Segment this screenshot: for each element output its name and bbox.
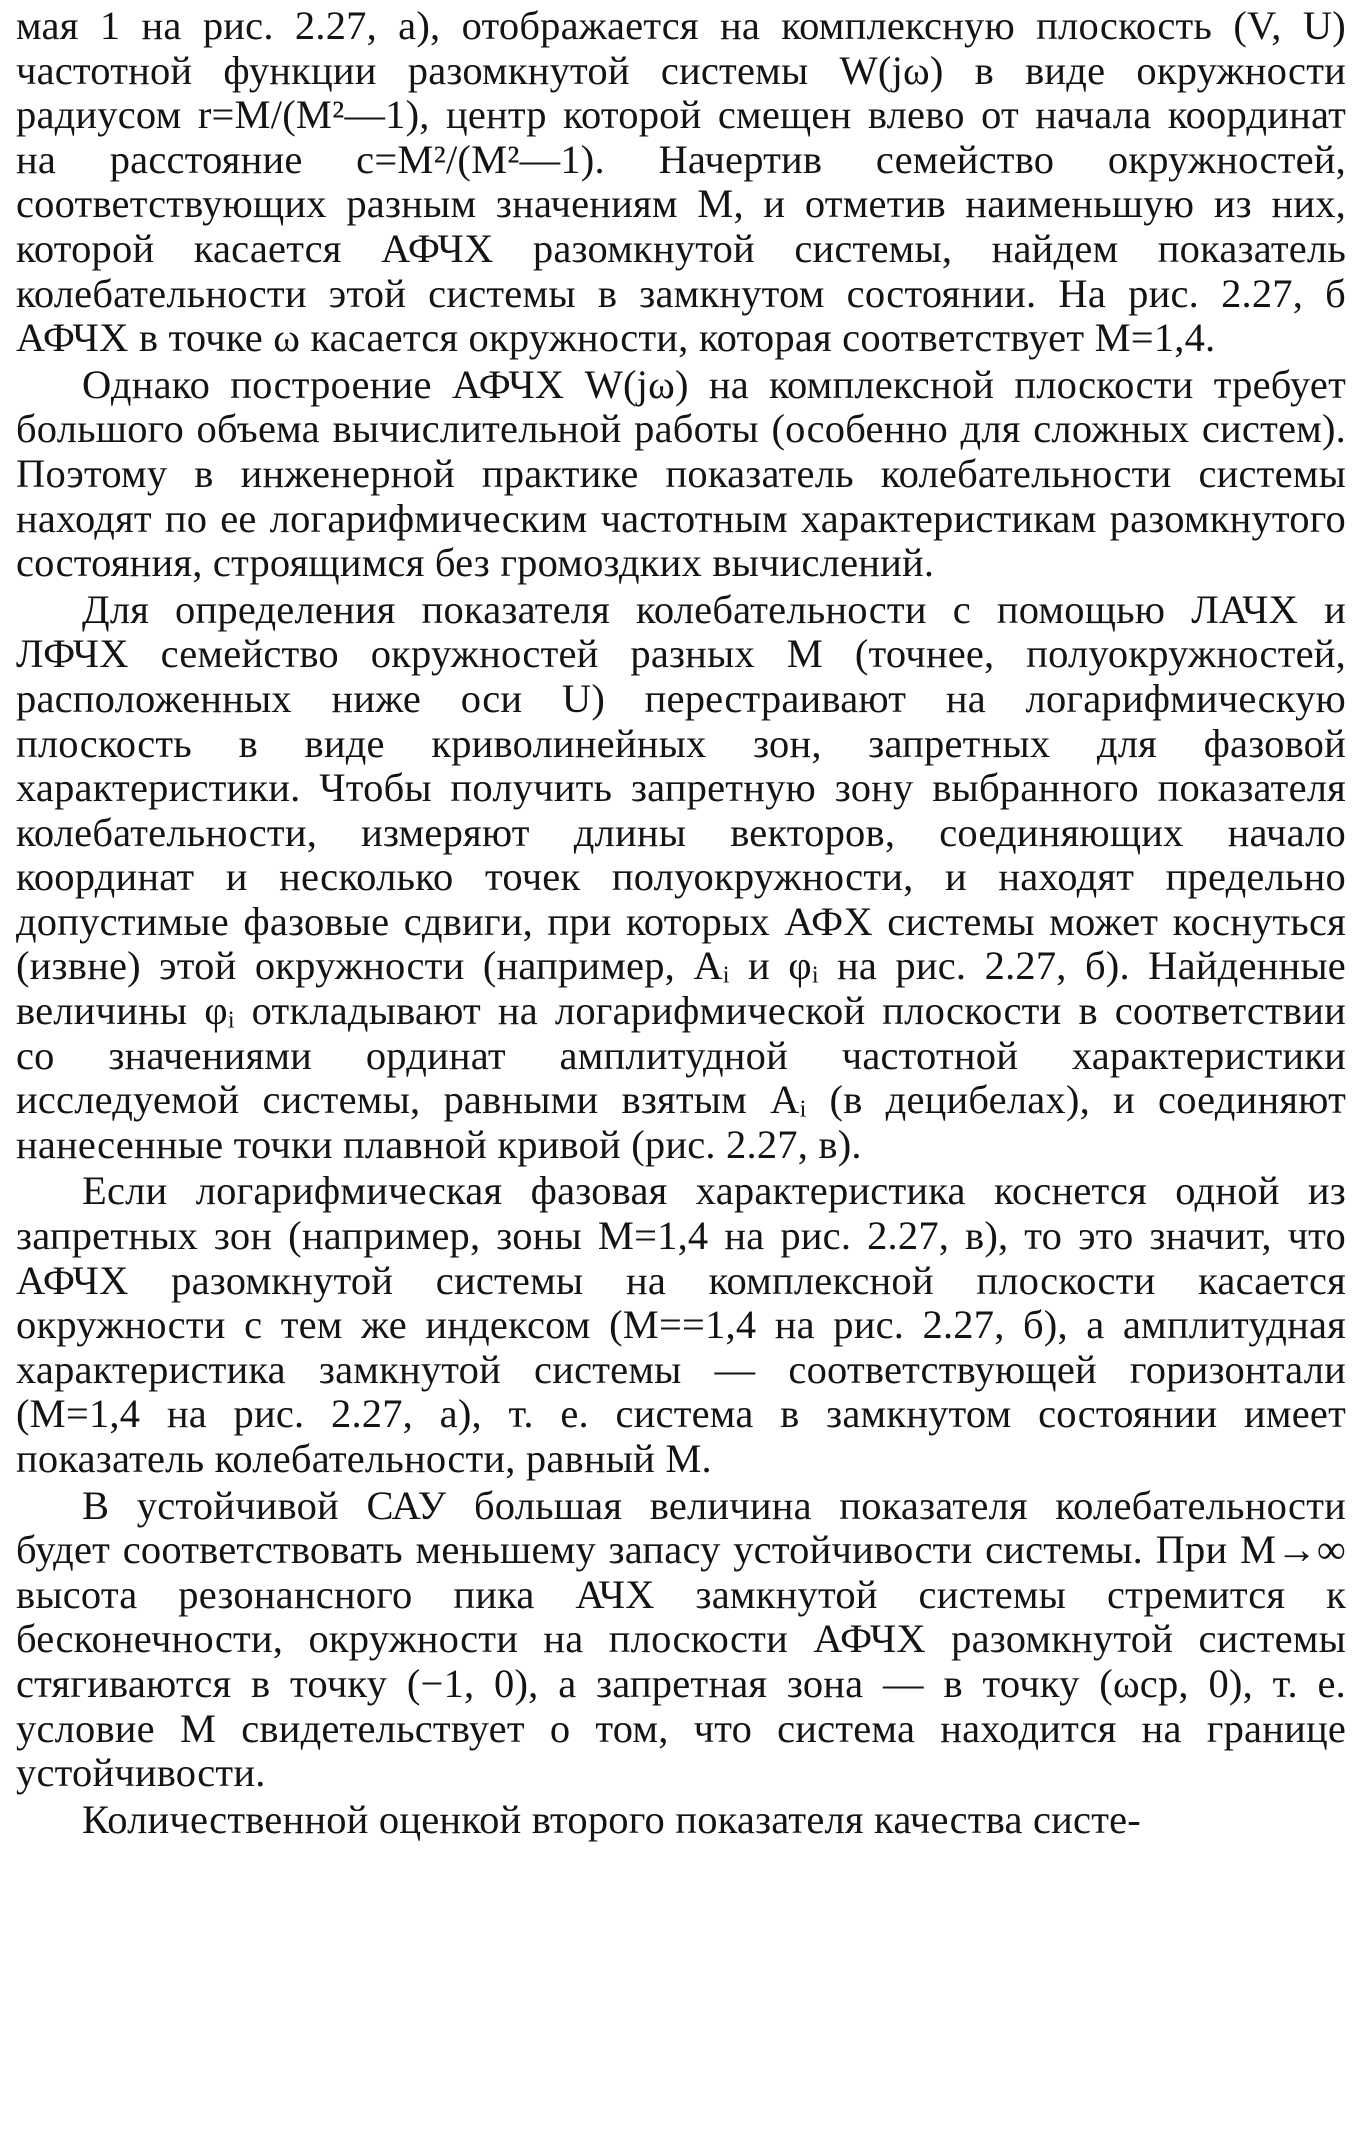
paragraph-6: Количественной оценкой второго показателя качества систе-: [82, 1796, 1141, 1842]
paragraph-5: В устойчивой САУ большая величина показателя колебательности будет соответствовать меньшему запасу устойчивости системы. При M→∞ высота резонансного пика АЧХ замкнутой системы стремится к бесконечности, окружности на плоскости АФЧХ разомкнутой системы стягиваются в точку (−1, 0), а запретная зона — в точку (ωср, 0), т. е. условие M свидетельствует о том, что система находится на границе устойчивости.: [16, 1482, 1346, 1796]
paragraph-2: Однако построение АФЧХ W(jω) на комплексной плоскости требует большого объема вычислительной работы (особенно для сложных систем). Поэтому в инженерной практике показатель колебательности системы находят по ее логарифмическим частотным характеристикам разомкнутого состояния, строящимся без громоздких вычислений.: [16, 361, 1346, 586]
paragraph-4: Если логарифмическая фазовая характеристика коснется одной из запретных зон (например, зоны M=1,4 на рис. 2.27, в), то это значит, что АФЧХ разомкнутой системы на комплексной плоскости касается окружности с тем же индексом (M==1,4 на рис. 2.27, б), а амплитудная характеристика замкнутой системы — соответствующей горизонтали (M=1,4 на рис. 2.27, а), т. е. система в замкнутом состоянии имеет показатель колебательности, равный M.: [16, 1168, 1346, 1481]
paragraph-3: Для определения показателя колебательности с помощью ЛАЧХ и ЛФЧХ семейство окружностей разных M (точнее, полуокружностей, расположенных ниже оси U) перестраивают на логарифмическую плоскость в виде криволинейных зон, запретных для фазовой характеристики. Чтобы получить запретную зону выбранного показателя колебательности, измеряют длины векторов, соединяющих начало координат и несколько точек полуокружности, и находят предельно допустимые фазовые сдвиги, при которых АФХ системы может коснуться (извне) этой окружности (например, Aᵢ и φᵢ на рис. 2.27, б). Найденные величины φᵢ откладывают на логарифмической плоскости в соответствии со значениями ординат амплитудной частотной характеристики исследуемой системы, равными взятым Aᵢ (в децибелах), и соединяют нанесенные точки плавной кривой (рис. 2.27, в).: [16, 586, 1346, 1167]
paragraph-1: мая 1 на рис. 2.27, а), отображается на комплексную плоскость (V, U) частотной функции разомкнутой системы W(jω) в виде окружности радиусом r=M/(M²—1), центр которой смещен влево от начала координат на расстояние c=M²/(M²—1). Начертив семейство окружностей, соответствующих разным значениям M, и отметив наименьшую из них, которой касается АФЧХ разомкнутой системы, найдем показатель колебательности этой системы в замкнутом состоянии. На рис. 2.27, б АФЧХ в точке ω касается окружности, которая соответствует M=1,4.: [16, 3, 1346, 361]
document-page: [16, 4, 1346, 1842]
